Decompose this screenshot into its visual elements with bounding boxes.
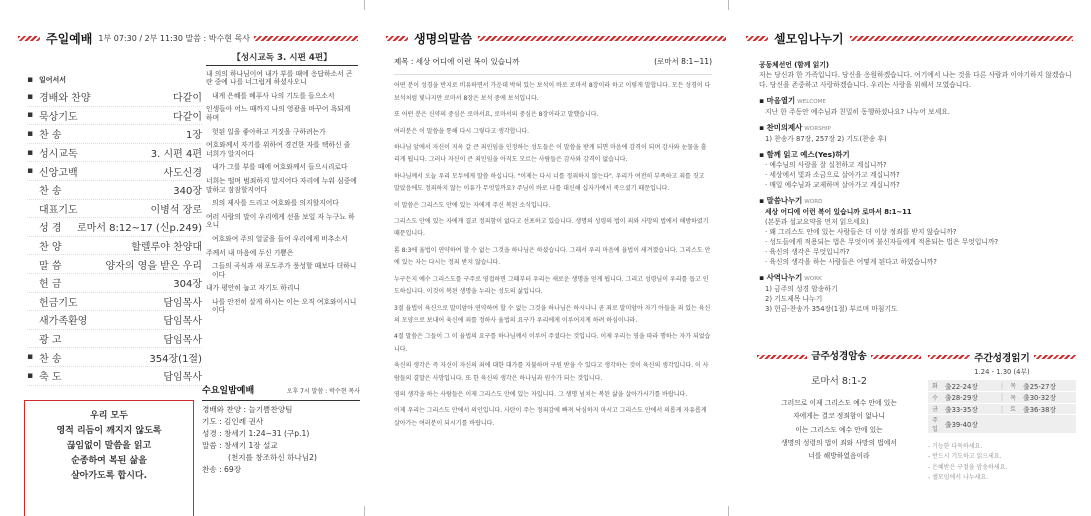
responsive-line: 내게 은혜를 베푸사 나의 기도를 들으소서 (212, 91, 335, 100)
order-row (27, 255, 202, 274)
wednesday-line: 경배와 찬양 : 늘기쁨찬양팀 (202, 405, 293, 414)
memory-verse (757, 350, 921, 464)
order-value: 304장 (173, 279, 202, 291)
order-row (27, 274, 202, 293)
motto-line: 우리 모두 (90, 411, 128, 421)
bible-note: - 셀모임에서 나누세요. (928, 474, 989, 482)
responsive-line: 의의 제사를 드리고 여호와를 의지할지어다 (212, 199, 339, 208)
cell-section-en: WORD (804, 199, 823, 205)
order-name: 묵상기도 (39, 111, 78, 123)
cell-section-title: ▪ 마음열기 (759, 96, 796, 105)
bible-title: 주간성경읽기 (974, 353, 1030, 364)
motto-line: 살아가도록 합시다. (70, 471, 148, 481)
cell-section-head (759, 196, 1073, 207)
cell-section-line: · 매일 예수님과 교제하며 살아가고 계십니까? (765, 181, 900, 189)
sermon-paragraph: 그리스도 안에 있는 자에게 결코 정죄함이 없다고 선포하고 있습니다. 생명의 성령의 법이 죄와 사망의 법에서 해방하였기 때문입니다. (394, 218, 709, 238)
bible-header (928, 350, 1076, 364)
order-value: 담임목사 (163, 316, 202, 328)
order-name: 찬 송 (39, 353, 62, 365)
order-name: 말 씀 (39, 260, 62, 272)
cell-section (759, 96, 1073, 117)
cell-section-head (759, 96, 1073, 107)
responsive-line: 너희는 떨며 범죄하지 말지어다 자리에 누워 심중에 말하고 잠잠할지어다 (206, 176, 357, 194)
order-row (27, 367, 202, 386)
bible-range-cell: 출25-27장 (1020, 380, 1076, 392)
bible-note: - 반드시 기도하고 읽으세요. (928, 453, 1002, 461)
order-name: 찬 송 (39, 186, 62, 198)
cell-section-en: WELCOME (797, 99, 826, 105)
bible-row (928, 403, 1076, 415)
cell-sections (759, 96, 1073, 314)
sermon-subject-row (394, 56, 712, 75)
bible-sep: | (998, 380, 1006, 392)
responsive-reading (206, 54, 358, 320)
bible-note: - 기능한 다독하세요. (928, 443, 983, 450)
sermon-paragraph: 롬 8:3에 율법이 연약하여 할 수 없는 그것을 하나님은 하셨습니다. 그래서 우리 마음에 율법이 새겨졌습니다. 그리스도 안에 있는 자는 다시는 정죄 받지 않습니다. (394, 246, 711, 267)
order-value: 이병석 장로 (150, 204, 202, 216)
opening-title: 공동체선언 (함께 읽기) (759, 61, 830, 69)
order-row (27, 293, 202, 312)
cell-section-line: 지난 한 주동안 예수님과 친밀히 동행하셨나요? 나누어 보세요. (765, 108, 951, 116)
sermon-paragraph: 하나님께서 오늘 우리 모두에게 말씀 하십니다. "이제는 다시 너를 정죄하지 않는다". 우리가 여전히 부족하고 죄를 짓고 말았음에도 정죄하지 않는 이유가 무엇일까요? 주님이 바로 나를 대신해 십자가에서 죽으셨기 때문입니다. (394, 172, 705, 193)
order-row (27, 348, 202, 367)
responsive-line: 내 의의 하나님이여 내가 부를 때에 응답하소서 곤란 중에 나를 너그럽게 하셨사오니 (206, 69, 353, 87)
order-row (27, 200, 202, 219)
sermon-paragraph: 육신의 생각은 즉 자신이 자신의 죄에 대한 대가를 지불하며 구원 받을 수 있다고 생각하는 것이 육신의 생각입니다. 이 사람들의 결말은 사망입니다. 또 한 육신의 생각은 하나님과 원수가 되는 것입니다. (394, 362, 709, 382)
motto-line: 끊임없이 말씀을 읽고 (66, 441, 152, 451)
bible-sep (998, 415, 1006, 434)
bible-day: 주일 (928, 415, 942, 434)
header-hatch-right (478, 36, 726, 41)
order-name: 경배와 찬양 (39, 93, 91, 105)
hatch (928, 355, 970, 359)
cell-section-head (759, 150, 1073, 160)
cell-section-line: · 왜 그리스도 안에 있는 사람들은 더 이상 정죄를 받지 않습니까? (765, 228, 957, 236)
motto-line: 영적 리듬이 깨지지 않도록 (56, 426, 162, 436)
standing-label-row: ▪ 일어서서 (27, 75, 67, 85)
sermon-paragraph: 이 말씀은 그리스도 안에 있는 자에게 주신 복된 소식입니다. (394, 201, 551, 209)
order-name: 신앙고백 (39, 167, 78, 179)
bible-row (928, 380, 1076, 392)
sermon-header (386, 30, 726, 46)
header-hatch-left (18, 36, 40, 41)
memory-line: 너를 해방하였음이라 (808, 452, 870, 461)
order-bullet: ▪ (27, 352, 34, 363)
bible-note: - 은혜받은 구절을 암송하세요. (928, 463, 1008, 471)
order-name: 찬 송 (39, 130, 62, 142)
responsive-line: 내가 평안히 눕고 자기도 하리니 (206, 284, 300, 293)
order-row (27, 144, 202, 163)
worship-info: 1부 07:30 / 2부 11:30 말씀 : 박수현 목사 (98, 33, 250, 43)
responsive-lines (206, 70, 358, 315)
order-bullet: ▪ (27, 91, 34, 102)
cell-section-title: ▪ 찬미의제사 (759, 123, 803, 132)
order-name: 광 고 (39, 335, 62, 347)
cell-section-line: · 예수님의 사랑을 잘 실천하고 계십니까? (765, 161, 887, 169)
bible-table (928, 380, 1076, 434)
order-value: 354장(1절) (149, 353, 202, 365)
bible-day: 수 (928, 392, 942, 404)
hatch (757, 355, 807, 359)
sermon-reference: (로마서 8:1~11) (654, 57, 712, 66)
wednesday-line: 찬송 : 69장 (202, 465, 242, 474)
wednesday-sub: 오후 7시 말씀 : 박수현 목사 (286, 388, 360, 395)
order-value: 양자의 영을 받은 우리 (105, 260, 202, 272)
bible-range: 1.24 - 1.30 (4부) (974, 368, 1030, 376)
order-bullet: ▪ (27, 147, 34, 158)
bible-day: 토 (1006, 403, 1020, 415)
sermon-subject: 제목 : 세상 어디에 이런 복이 있습니까 (394, 57, 520, 66)
cell-section (759, 273, 1073, 314)
memory-line: 생명의 성령의 법이 죄와 사망의 법에서 (781, 439, 897, 448)
cell-section-title: ▪ 함께 읽고 예스(Yes)하기 (759, 150, 850, 159)
wednesday-line: 기도 : 김인례 권사 (202, 417, 264, 426)
sermon-title: 생명의말씀 (414, 31, 472, 46)
cell-section (759, 123, 1073, 144)
sermon-paragraph: 어떤 분이 성경을 반지로 비유하면서 가운데 박혀 있는 보석이 바로 로마서 8장이라 하고 이렇게 말합니다. 모든 성경이 다 보석처럼 빛나지만 로마서 8장은 보석 중에 보석입니다. (394, 82, 711, 102)
order-value: 담임목사 (163, 335, 202, 347)
cell-section (759, 150, 1073, 190)
responsive-line: 내가 그를 부를 때에 여호와께서 들으시리로다 (212, 163, 348, 172)
order-name: 새가족환영 (39, 316, 88, 328)
wednesday-line: (천지를 창조하신 하나님2) (228, 453, 317, 462)
bible-row (928, 415, 1076, 434)
cell-section-head (759, 123, 1073, 134)
order-value: 로마서 8:12~17 (신p.249) (77, 223, 202, 235)
header-hatch-right (254, 36, 358, 41)
cell-section-line: 1) 찬송가 87장, 257장 2) 기도(찬송 후) (765, 135, 887, 143)
order-value: 3. 시편 4편 (150, 149, 202, 161)
order-name: 찬 양 (39, 242, 62, 254)
sermon-paragraph: 영의 생각을 하는 사람들은 이제 그리스도 안에 있는 자입니다. 그 생명 넘치는 복된 삶을 살아가시기를 바랍니다. (394, 390, 688, 398)
order-row (27, 330, 202, 349)
responsive-line: 여호와여 주의 얼굴을 들어 우리에게 비추소서 (212, 234, 348, 243)
order-row (27, 107, 202, 126)
cell-section-head (759, 273, 1073, 284)
responsive-line: 인생들아 어느 때까지 나의 영광을 바꾸어 욕되게 하며 (206, 105, 351, 122)
bible-day (1006, 415, 1020, 434)
order-bullet: ▪ (27, 110, 34, 121)
cell-section-en: WORSHIP (804, 126, 831, 132)
memory-header (757, 350, 921, 363)
order-name: 대표기도 (39, 204, 78, 216)
worship-title: 주일예배 (46, 31, 93, 46)
order-name: 성시교독 (39, 149, 78, 161)
header-hatch-left (386, 36, 408, 41)
bible-reading (928, 350, 1076, 484)
hatch (871, 355, 921, 359)
order-value: 다같이 (173, 111, 202, 123)
bible-range-cell: 출39-40장 (942, 415, 998, 434)
sermon-paragraph: 하나님 앞에서 자신이 지옥 갈 큰 죄인임을 인정하는 성도들은 이 말씀을 받게 되면 마음에 감격이 되며 감사와 눈물을 흘리게 됩니다. 그러나 자신이 큰 죄인임을 아직도 모르는 사람들은 감사와 감격이 없습니다. (394, 144, 707, 164)
bible-range-cell: 출22-24장 (942, 380, 998, 392)
order-row (27, 181, 202, 200)
motto-line: 순종하여 복된 삶을 (71, 456, 147, 466)
order-name: 축 도 (39, 372, 62, 384)
cell-section-bold: 세상 어디에 이런 복이 있습니까 로마서 8:1~11 (765, 208, 912, 216)
order-row (27, 311, 202, 330)
order-name: 헌 금 (39, 279, 62, 291)
cell-section-line: (본문과 설교요약을 먼저 읽으세요) (765, 218, 869, 226)
cell-section-en: WORK (804, 276, 822, 282)
bible-day: 목 (1006, 392, 1020, 404)
memory-ref: 로마서 8:1-2 (811, 376, 867, 388)
bible-day: 목 (1006, 380, 1020, 392)
wednesday-lines (202, 404, 360, 476)
cell-section-line: · 세상에서 빛과 소금으로 살아가고 계십니까? (765, 171, 900, 179)
sermon-paragraphs (394, 80, 712, 430)
cell-title: 셀모임나누기 (774, 31, 844, 46)
sermon-paragraph: 여러분은 이 말씀을 통해 다시 그렇다고 생각합니다. (394, 127, 530, 135)
order-row (27, 237, 202, 256)
order-value: 담임목사 (163, 297, 202, 309)
bible-row (928, 392, 1076, 404)
order-value: 담임목사 (163, 372, 202, 384)
opening-text: 저는 당신과 한 가족입니다. 당신을 응원하겠습니다. 여기에서 나는 것을 다른 사람과 이야기하지 않겠습니다. 당신을 존중하고 사랑하겠습니다. 우리는 사랑을 위해서 모였습니다. (759, 71, 1072, 89)
bible-range-cell: 출36-38장 (1020, 403, 1076, 415)
responsive-line: 나를 안전히 살게 하시는 이는 오직 여호와이시니이다 (212, 297, 357, 315)
sermon-paragraph: 누구든지 예수 그리스도를 구주로 영접하면 그때부터 우리는 새로운 생명을 얻게 됩니다. 그리고 성령님이 우리를 돕고 인도하십니다. 이것이 복된 생명을 누리는 성도의 삶입니다. (394, 275, 709, 296)
order-row (27, 218, 202, 237)
order-row (27, 125, 202, 144)
sermon-body (394, 56, 712, 434)
cell-section-line: 2) 기도제목 나누기 (765, 295, 823, 303)
order-bullet: ▪ (27, 370, 34, 381)
bible-sep: | (998, 392, 1006, 404)
cell-section-title: ▪ 사역나누기 (759, 273, 803, 282)
fold-line-2 (728, 0, 729, 516)
memory-line: 그러므로 이제 그리스도 예수 안에 있는 (781, 398, 897, 407)
order-bullet: ▪ (27, 128, 34, 139)
hatch (1034, 355, 1076, 359)
bible-day: 금 (928, 403, 942, 415)
cell-section-line: · 육신의 생각을 하는 사람들은 어떻게 된다고 하였습니까? (765, 258, 937, 266)
wednesday-line: 성경 : 창세기 1:24~31 (구p.1) (202, 429, 310, 438)
sermon-paragraph: 3절 율법이 육신으로 말미암아 연약하여 할 수 없는 그것을 하나님은 하시나니 곧 죄로 말미암아 자기 아들을 죄 있는 육신의 모양으로 보내어 육신에 죄를 정하사 율법의 요구가 우리에게 이루어지게 하려 하심이니라. (394, 304, 711, 324)
bible-sep: | (998, 403, 1006, 415)
order-row (27, 162, 202, 181)
responsive-title: 【성시교독 3. 시편 4편】 (206, 54, 358, 66)
fold-line-1 (364, 0, 365, 516)
order-value: 340장 (173, 186, 202, 198)
order-name: 성 경 (39, 223, 62, 235)
responsive-line: 여호와께서 자기를 위하여 경건한 자를 택하신 줄 너희가 알지어다 (206, 141, 351, 158)
order-value: 할렐루야 찬양대 (131, 242, 202, 254)
sermon-paragraph: 이제 우리는 그리스도 안에서 의인입니다. 사탄이 주는 정죄감에 빠져 낙심하지 마시고 그리스도 안에서 의롭게 자유롭게 살아가는 여러분이 되시기를 바랍니다. (394, 407, 707, 427)
cell-section (759, 196, 1073, 267)
cell-section-line: · 육신의 생각은 무엇입니까? (765, 248, 850, 256)
header-hatch-left (746, 36, 768, 41)
bible-range-cell: 출33-35장 (942, 403, 998, 415)
bible-notes (928, 442, 1076, 484)
bible-range-cell: 출28-29장 (942, 392, 998, 404)
order-value: 1장 (185, 130, 202, 142)
memory-line: 이는 그리스도 예수 안에 있는 (795, 425, 883, 434)
bible-range-cell: 출30-32장 (1020, 392, 1076, 404)
order-name: 헌금기도 (39, 297, 78, 309)
memory-lines (757, 397, 921, 464)
bible-day: 화 (928, 380, 942, 392)
bible-range-cell (1020, 415, 1076, 434)
memory-line: 자에게는 결코 정죄함이 없나니 (793, 412, 885, 421)
order-bullet: ▪ (27, 166, 34, 177)
order-row (27, 88, 202, 107)
standing-label: 일어서서 (39, 76, 67, 84)
wednesday-header (202, 385, 360, 401)
wednesday-line: 말씀 : 창세기 1장 설교 (202, 441, 278, 450)
cell-section-title: ▪ 말씀나누기 (759, 196, 803, 205)
responsive-line: 주께서 내 마음에 두신 기쁨은 (206, 248, 294, 257)
responsive-line: 그들의 곡식과 새 포도주가 풍성할 때보다 더하니이다 (212, 262, 357, 279)
wednesday-title: 수요일밤예배 (202, 386, 255, 396)
cell-header (746, 30, 1073, 46)
cell-content (759, 60, 1073, 314)
order-value: 사도신경 (163, 167, 202, 179)
sermon-paragraph: 4절 말씀은 그들이 그 이 율법의 요구를 하나님께서 이루어 주셨다는 것입니다. 이제 우리는 영을 따라 행하는 자가 되었습니다. (394, 333, 711, 353)
memory-title: 금주성경암송 (811, 351, 867, 362)
header-hatch-right (850, 36, 1073, 41)
cell-section-line: · 성도들에게 적용되는 법은 무엇이며 불신자들에게 적용되는 법은 무엇입니까? (765, 238, 999, 246)
cell-section-line: 1) 금주의 성경 암송하기 (765, 285, 838, 293)
responsive-line: 여러 사람의 말이 우리에게 선을 보일 자 누구뇨 하오니 (206, 212, 355, 230)
wednesday-service (202, 385, 360, 476)
cell-section-line: 3) 헌금-찬송가 354장(1절) 부르며 마침기도 (765, 305, 898, 313)
worship-order-list (27, 72, 202, 386)
worship-header (18, 30, 358, 46)
order-value: 다같이 (173, 93, 202, 105)
motto-box (24, 400, 194, 516)
responsive-line: 헛된 일을 좋아하고 거짓을 구하려는가 (212, 127, 326, 136)
sermon-paragraph: 또 어떤 분은 신약의 중심은 로마서요, 로마서의 중심은 8장이라고 말했습니다. (394, 111, 599, 119)
